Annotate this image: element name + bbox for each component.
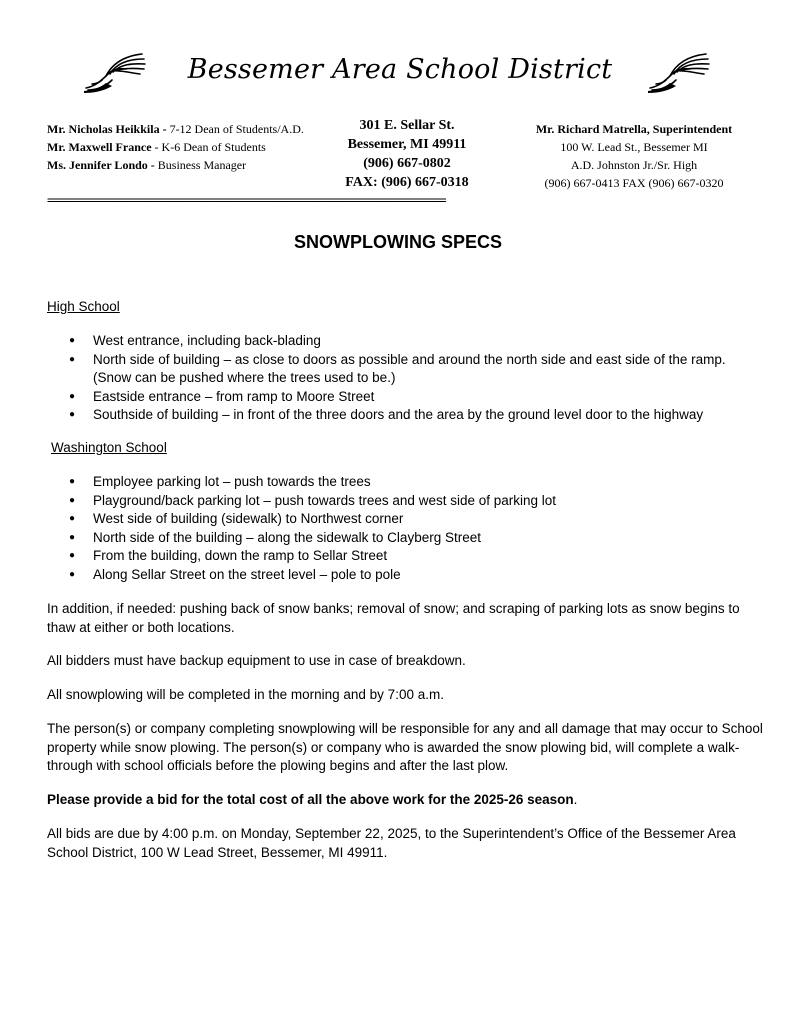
list-item: ● Eastside entrance – from ramp to Moore Street [47, 388, 767, 407]
winged-foot-icon [82, 50, 148, 94]
staff-line: Mr. Maxwell France - K-6 Dean of Students [47, 140, 266, 154]
list-item: ● West side of building (sidewalk) to Northwest corner [47, 510, 767, 529]
backup-equipment-paragraph: All bidders must have backup equipment to use in case of breakdown. [47, 653, 466, 668]
fax-line: FAX: (906) 667-0318 [345, 175, 469, 190]
responsibility-paragraph: The person(s) or company completing snowplowing will be responsible for any and all damage that may occur to School property while snow plowing. The person(s) or company who is awarded the snow plowing bid, will complete a walk-through with school officials before the plowing begins and after the last plow. [47, 721, 763, 773]
list-item: ● Employee parking lot – push towards the trees [47, 473, 767, 492]
address-line: Bessemer, MI 49911 [347, 137, 467, 152]
superintendent-name: Mr. Richard Matrella, Superintendent [535, 122, 733, 136]
staff-line: Mr. Nicholas Heikkila - 7-12 Dean of Students/A.D. [47, 122, 304, 136]
bid-request-text: Please provide a bid for the total cost of all the above work for the 2025-26 season [47, 792, 574, 807]
list-item: ● North side of building – as close to doors as possible and around the north side and east side of the ramp. (Snow can be pushed where the trees used to be.) [47, 351, 767, 388]
washington-school-heading: Washington School [51, 440, 167, 455]
header-divider: =================================================================== [47, 193, 446, 207]
timing-paragraph: All snowplowing will be completed in the morning and by 7:00 a.m. [47, 687, 444, 702]
washington-school-list [47, 473, 767, 584]
address-line: 301 E. Sellar St. [359, 118, 455, 133]
due-date-paragraph: All bids are due by 4:00 p.m. on Monday, September 22, 2025, to the Superintendent’s Office of the Bessemer Area School District, 100 W Lead Street, Bessemer, MI 49911. [47, 826, 736, 860]
bid-request-paragraph: Please provide a bid for the total cost of all the above work for the 2025-26 season. [47, 792, 578, 807]
high-school-list [47, 332, 767, 425]
header-superintendent [511, 120, 757, 192]
list-item: ● Southside of building – in front of the three doors and the area by the ground level door to the highway [47, 406, 767, 425]
superintendent-phone: (906) 667-0413 FAX (906) 667-0320 [544, 176, 724, 190]
school-name: A.D. Johnston Jr./Sr. High [570, 158, 698, 172]
list-item: ● West entrance, including back-blading [47, 332, 767, 351]
page-title: SNOWPLOWING SPECS [293, 232, 502, 252]
superintendent-address: 100 W. Lead St., Bessemer MI [560, 140, 708, 154]
phone-line: (906) 667-0802 [363, 156, 451, 171]
additional-work-paragraph: In addition, if needed: pushing back of snow banks; removal of snow; and scraping of parking lots as snow begins to thaw at either or both locations. [47, 601, 740, 635]
district-name: Bessemer Area School District [187, 54, 613, 85]
list-item: ● From the building, down the ramp to Sellar Street [47, 547, 767, 566]
winged-foot-icon [646, 50, 712, 94]
list-item: ● Along Sellar Street on the street level – pole to pole [47, 566, 767, 585]
list-item: ● Playground/back parking lot – push towards trees and west side of parking lot [47, 492, 767, 511]
list-item: ● North side of the building – along the sidewalk to Clayberg Street [47, 529, 767, 548]
header-staff-left [47, 120, 304, 174]
staff-line: Ms. Jennifer Londo - Business Manager [47, 158, 247, 172]
header-address [318, 116, 496, 192]
high-school-heading: High School [47, 299, 120, 314]
